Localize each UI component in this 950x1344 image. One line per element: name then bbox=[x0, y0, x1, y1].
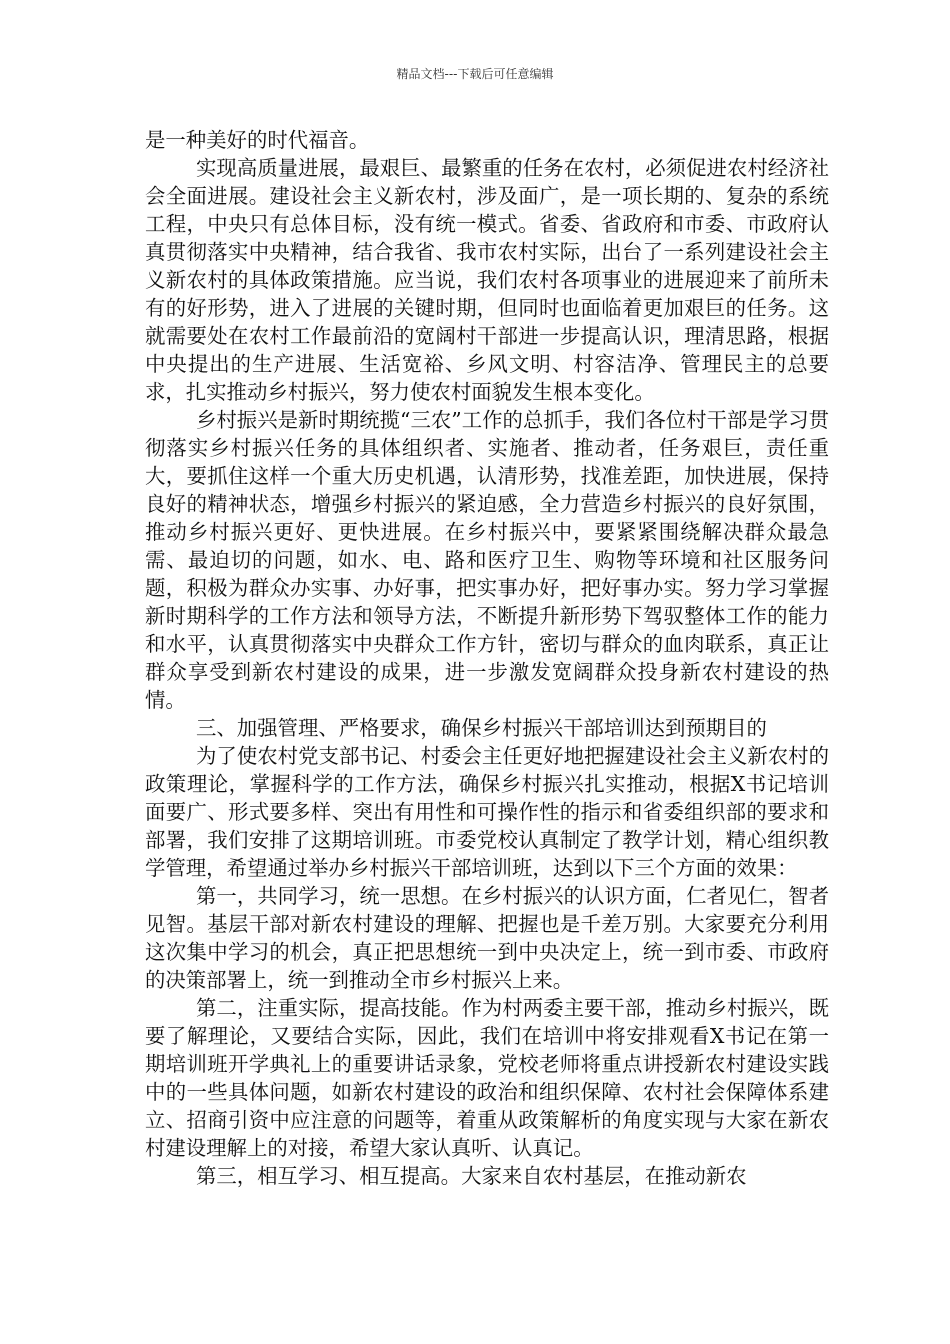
paragraph-6: 第二，注重实际，提高技能。作为村两委主要干部，推动乡村振兴，既要了解理论，又要结合实际，因此，我们在培训中将安排观看X书记在第一期培训班开学典礼上的重要讲话录象，党校老师将重点讲授新农村建设实践中的一些具体问题，如新农村建设的政治和组织保障、农村社会保障体系建立、招商引资中应注意的问题等，着重从政策解析的角度实现与大家在新农村建设理解上的对接，希望大家认真听、认真记。 bbox=[145, 996, 829, 1160]
paragraph-7: 第三，相互学习、相互提高。大家来自农村基层，在推动新农 bbox=[196, 1164, 747, 1188]
paragraph-3: 乡村振兴是新时期统揽“三农”工作的总抓手，我们各位村干部是学习贯彻落实乡村振兴任务的具体组织者、实施者、推动者，任务艰巨，责任重大，要抓住这样一个重大历史机遇，认清形势，找准差距，加快进展，保持良好的精神状态，增强乡村振兴的紧迫感，全力营造乡村振兴的良好氛围，推动乡村振兴更好、更快进展。在乡村振兴中，要紧紧围绕解决群众最急需、最迫切的问题，如水、电、路和医疗卫生、购物等环境和社区服务问题，积极为群众办实事、办好事，把实事办好，把好事办实。努力学习掌握新时期科学的工作方法和领导方法，不断提升新形势下驾驭整体工作的能力和水平，认真贯彻落实中央群众工作方针，密切与群众的血肉联系，真正让群众享受到新农村建设的成果，进一步激发宽阔群众投身新农村建设的热情。 bbox=[145, 408, 829, 712]
paragraph-5: 第一，共同学习，统一思想。在乡村振兴的认识方面，仁者见仁，智者见智。基层干部对新农村建设的理解、把握也是千差万别。大家要充分利用这次集中学习的机会，真正把思想统一到中央决定上，统一到市委、市政府的决策部署上，统一到推动全市乡村振兴上来。 bbox=[145, 884, 829, 992]
paragraph-4: 为了使农村党支部书记、村委会主任更好地把握建设社会主义新农村的政策理论，掌握科学的工作方法，确保乡村振兴扎实推动，根据X书记培训面要广、形式要多样、突出有用性和可操作性的指示和省委组织部的要求和部署，我们安排了这期培训班。市委党校认真制定了教学计划，精心组织教学管理，希望通过举办乡村振兴干部培训班，达到以下三个方面的效果： bbox=[145, 744, 829, 880]
section-heading-3: 三、加强管理、严格要求，确保乡村振兴干部培训达到预期目的 bbox=[196, 716, 767, 740]
document-body bbox=[145, 126, 829, 1190]
paragraph-2: 实现高质量进展，最艰巨、最繁重的任务在农村，必须促进农村经济社会全面进展。建设社会主义新农村，涉及面广，是一项长期的、复杂的系统工程，中央只有总体目标，没有统一模式。省委、省政府和市委、市政府认真贯彻落实中央精神，结合我省、我市农村实际，出台了一系列建设社会主义新农村的具体政策措施。应当说，我们农村各项事业的进展迎来了前所未有的好形势，进入了进展的关键时期，但同时也面临着更加艰巨的任务。这就需要处在农村工作最前沿的宽阔村干部进一步提高认识，理清思路，根据中央提出的生产进展、生活宽裕、乡风文明、村容洁净、管理民主的总要求，扎实推动乡村振兴，努力使农村面貌发生根本变化。 bbox=[145, 156, 829, 404]
paragraph-1: 是一种美好的时代福音。 bbox=[145, 128, 370, 152]
page-header: 精品文档---下载后可任意编辑 bbox=[396, 67, 554, 81]
